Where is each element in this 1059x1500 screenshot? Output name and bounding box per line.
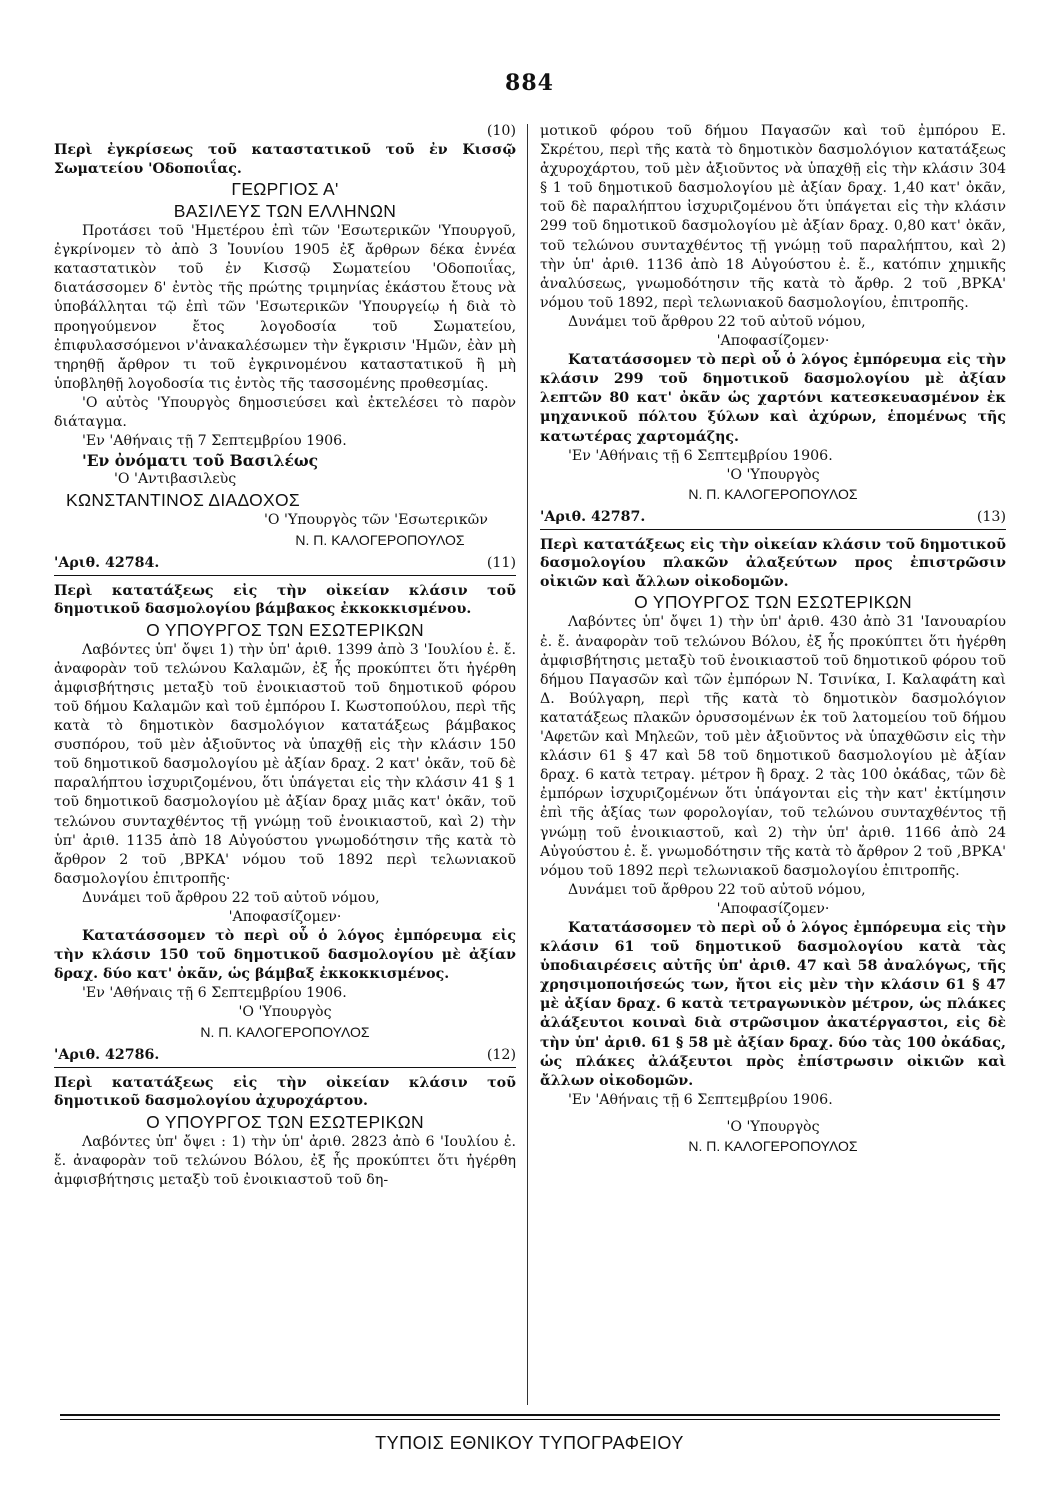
king-title: ΒΑΣΙΛΕΥΣ ΤΩΝ ΕΛΛΗΝΩΝ (173, 201, 397, 222)
decree-decide: 'Αποφασίζομεν· (716, 900, 830, 917)
decree-subject: Περὶ κατατάξεως εἰς τὴν οἰκείαν κλάσιν τοῦ δημοτικοῦ δασμολογίου βάμβακος ἐκκοκκισμένου. (54, 582, 516, 618)
king-name: ΓΕΩΡΓΙΟΣ Α' (231, 179, 339, 200)
arith-number: 'Αριθ. 42784. (54, 554, 160, 571)
decree-body: Λαβόντες ὑπ' ὄψει : 1) τὴν ὑπ' ἀριθ. 2823 ἀπὸ 6 'Ιουλίου ἐ. ἔ. ἀναφορὰν τοῦ τελώνου Βόλου, ἐξ ἧς προκύπτει ὅτι ἠγέρθη ἀμφισβήτησις μεταξὺ τοῦ ἐνοικιαστοῦ τοῦ δη- (54, 1133, 516, 1188)
page-number: 884 (505, 70, 554, 96)
minister-title: 'Ο 'Υπουργὸς τῶν 'Εσωτερικῶν (264, 512, 488, 529)
decree-number: (13) (976, 508, 1006, 525)
decree-13 (540, 536, 1006, 1156)
decree-11-number-row (54, 554, 516, 576)
decree-powers: Δυνάμει τοῦ ἄρθρου 22 τοῦ αὐτοῦ νόμου, (568, 313, 866, 330)
right-column (540, 122, 1006, 1156)
decree-11 (54, 582, 516, 1042)
minister-title: 'Ο 'Υπουργὸς (726, 466, 820, 483)
decree-decide: 'Αποφασίζομεν· (716, 333, 830, 350)
decree-execution: 'Ο αὐτὸς 'Υπουργὸς δημοσιεύσει καὶ ἐκτελέσει τὸ παρὸν διάταγμα. (54, 394, 516, 431)
decree-subject: Περὶ κατατάξεως εἰς τὴν οἰκείαν κλάσιν τοῦ δημοτικοῦ δασμολογίου ἀχυροχάρτου. (54, 1074, 516, 1110)
decree-decision: Κατατάσσομεν τὸ περὶ οὗ ὁ λόγος ἐμπόρευμα εἰς τὴν κλάσιν 61 τοῦ δημοτικοῦ δασμολογίου κατὰ τὰς ὑποδιαιρέσεις αὐτῆς ὑπ' ἀριθ. 47 καὶ 58 ἀναλόγως, τῆς χρησιμοποιήσεώς των, ἤτοι εἰς μὲν τὴν κλάσιν 61 § 47 μὲ ἀξίαν δραχ. 6 κατὰ τετραγωνικὸν μέτρον, ὡς πλάκες ἀλάξευτοι κοιναὶ διὰ στρῶσιμον ἀκατέργαστοι, εἰς δὲ τὴν ὑπ' ἀριθ. 61 § 58 μὲ ἀξίαν δραχ. δύο τὰς 100 ὀκάδας, ὡς πλάκες ἀλάξευτοι πρὸς ἐπίστρωσιν οἰκιῶν καὶ ἄλλων οἰκοδομῶν. (540, 919, 1006, 1089)
decree-date: 'Εν 'Αθήναις τῇ 6 Σεπτεμβρίου 1906. (82, 985, 347, 1002)
decree-decision: Κατατάσσομεν τὸ περὶ οὗ ὁ λόγος ἐμπόρευμα εἰς τὴν κλάσιν 299 τοῦ δημοτικοῦ δασμολογίου μὲ ἀξίαν λεπτῶν 80 κατ' ὀκᾶν ὡς χαρτόνι κατεσκευασμένον ἐκ μηχανικοῦ πόλτου ξύλων καὶ ἀχύρων, ἑπομένως τῆς κατωτέρας χαρτομάζης. (540, 352, 1006, 445)
printer-footer: ΤΥΠΟΙΣ ΕΘΝΙΚΟΥ ΤΥΠΟΓΡΑΦΕΙΟΥ (375, 1433, 684, 1453)
left-column (54, 122, 516, 1190)
decree-date: 'Εν 'Αθήναις τῇ 6 Σεπτεμβρίου 1906. (568, 1091, 833, 1108)
decree-body: Λαβόντες ὑπ' ὄψει 1) τὴν ὑπ' ἀριθ. 430 ἀπὸ 31 'Ιανουαρίου ἐ. ἔ. ἀναφορὰν τοῦ τελώνου Βόλου, ἐξ ἧς προκύπτει ὅτι ἠγέρθη ἀμφισβήτησις μεταξὺ τοῦ ἐνοικιαστοῦ τοῦ δημοτικοῦ φόρου τοῦ δήμου Παγασῶν καὶ τῶν ἐμπόρων Ν. Τσινίκα, Ι. Καλαφάτη καὶ Δ. Βούλγαρη, περὶ τῆς κατὰ τὸ δημοτικὸν δασμολόγιον κατατάξεως πλακῶν ὀρυσσομένων ἐκ τοῦ λατομείου τοῦ δήμου 'Αφετῶν καὶ Μηλεῶν, τοῦ μὲν ἀξιοῦντος νὰ ὑπαχθῶσιν εἰς τὴν κλάσιν 61 § 47 καὶ 58 τοῦ δημοτικοῦ δασμολογίου μὲ ἀξίαν δραχ. 6 κατὰ τετραγ. μέτρον ἢ δραχ. 2 τὰς 100 ὀκάδας, τῶν δὲ ἐμπόρων ἰσχυριζομένων ὅτι ὑπάγονται εἰς τὴν κατ' ἐκτίμησιν ἐπὶ τῆς ἀξίας των φορολογίαν, τοῦ τελώνου συνταχθέντος τῇ γνώμῃ τοῦ ἐνοικιαστοῦ, καὶ 2) τὴν ὑπ' ἀριθ. 1166 ἀπὸ 24 Αὐγούστου ἐ. ἔ. γνωμοδότησιν τῆς κατὰ τὸ ἄρθρον 2 τοῦ ,ΒΡΚΑ' νόμου τοῦ 1892 περὶ τελωνιακοῦ δασμολογίου ἐπιτροπῆς. (540, 614, 1006, 879)
in-name-of-king: 'Εν ὀνόματι τοῦ Βασιλέως (82, 451, 319, 471)
decree-13-number-row (540, 508, 1006, 530)
decree-date: 'Εν 'Αθήναις τῇ 6 Σεπτεμβρίου 1906. (568, 447, 833, 464)
decree-10 (54, 122, 516, 550)
decree-heading: Ο ΥΠΟΥΡΓΟΣ ΤΩΝ ΕΣΩΤΕΡΙΚΩΝ (146, 619, 424, 640)
decree-decision: Κατατάσσομεν τὸ περὶ οὗ ὁ λόγος ἐμπόρευμα εἰς τὴν κλάσιν 150 τοῦ δημοτικοῦ δασμολογίου μὲ ἀξίαν δραχ. δύο κατ' ὀκᾶν, ὡς βάμβαξ ἐκκοκκισμένος. (54, 928, 516, 983)
arith-number: 'Αριθ. 42787. (540, 508, 646, 525)
regent-name: ΚΩΝΣΤΑΝΤΙΝΟΣ ΔΙΑΔΟΧΟΣ (66, 490, 300, 511)
decree-heading: Ο ΥΠΟΥΡΓΟΣ ΤΩΝ ΕΣΩΤΕΡΙΚΩΝ (634, 592, 912, 613)
bottom-rule (60, 1414, 1000, 1416)
decree-number: (11) (486, 554, 516, 571)
minister-name: Ν. Π. ΚΑΛΟΓΕΡΟΠΟΥΛΟΣ (688, 1138, 858, 1154)
minister-title: 'Ο 'Υπουργὸς (726, 1118, 820, 1135)
decree-number: (12) (486, 1046, 516, 1063)
decree-body: Προτάσει τοῦ 'Ημετέρου ἐπὶ τῶν 'Εσωτερικῶν 'Υπουργοῦ, ἐγκρίνομεν τὸ ἀπὸ 3 Ἰουνίου 1905 ἐξ ἄρθρων δέκα ἐννέα καταστατικὸν τοῦ ἐν Κισσῷ Σωματείου 'Οδοποιΐας, διατάσσομεν δ' ἐντὸς τῆς πρώτης τριμηνίας ἑκάστου ἔτους νὰ ὑποβάλληται τῷ ἐπὶ τῶν 'Εσωτερικῶν 'Υπουργείῳ ἡ διὰ τὸ προηγούμενον ἔτος λογοδοσία τοῦ Σωματείου, ἐπιφυλασσόμενοι ν'ἀνακαλέσωμεν τὴν ἔγκρισιν 'Ημῶν, ἐὰν μὴ τηρηθῇ ἄρθρον τι τοῦ ἐγκρινομένου καταστατικοῦ ἢ μὴ ὑποβληθῇ λογοδοσία τις ἐντὸς τῆς τασσομένης προθεσμίας. (54, 223, 516, 392)
decree-powers: Δυνάμει τοῦ ἄρθρου 22 τοῦ αὐτοῦ νόμου, (568, 881, 866, 898)
minister-name: Ν. Π. ΚΑΛΟΓΕΡΟΠΟΥΛΟΣ (200, 1023, 370, 1040)
decree-body-continued: μοτικοῦ φόρου τοῦ δήμου Παγασῶν καὶ τοῦ ἐμπόρου Ε. Σκρέτου, περὶ τῆς κατὰ τὸ δημοτικὸν δασμολόγιον κατατάξεως ἀχυροχάρτου, τοῦ μὲν ἀξιοῦντος νὰ ὑπαχθῇ εἰς τὴν κλάσιν 304 § 1 τοῦ δημοτικοῦ δασμολογίου μὲ ἀξίαν δραχ. 1,40 κατ' ὀκᾶν, τοῦ δὲ παραλήπτου ἰσχυριζομένου ὅτι ὑπάγεται εἰς τὴν κλάσιν 299 τοῦ δημοτικοῦ δασμολογίου μὲ ἀξίαν δραχ. 0,80 κατ' ὀκᾶν, τοῦ τελώνου συνταχθέντος τῇ γνώμῃ τοῦ παραλήπτου, καὶ 2) τὴν ὑπ' ἀριθ. 1136 ἀπὸ 18 Αὐγούστου ἐ. ἔ., κατόπιν χημικῆς ἀναλύσεως, γνωμοδότησιν τῆς κατὰ τὸ ἄρθρ. 2 τοῦ ,ΒΡΚΑ' νόμου τοῦ 1892, περὶ τελωνιακοῦ δασμολογίου, ἐπιτροπῆς. (540, 123, 1006, 311)
arith-number: 'Αριθ. 42786. (54, 1046, 160, 1063)
decree-subject: Περὶ ἐγκρίσεως τοῦ καταστατικοῦ τοῦ ἐν Κισσῷ Σωματείου 'Οδοποιΐας. (54, 142, 516, 177)
decree-decide: 'Αποφασίζομεν· (228, 909, 342, 925)
column-divider (527, 124, 528, 1405)
regent-title: 'Ο 'Αντιβασιλεὺς (114, 471, 237, 488)
decree-subject: Περὶ κατατάξεως εἰς τὴν οἰκείαν κλάσιν τοῦ δημοτικοῦ δασμολογίου πλακῶν ἀλαξεύτων προς ἐπιστρῶσιν οἰκιῶν καὶ ἄλλων οἰκοδομῶν. (540, 536, 1006, 590)
decree-number: (10) (486, 123, 516, 139)
decree-date: 'Εν 'Αθήναις τῇ 7 Σεπτεμβρίου 1906. (82, 433, 347, 450)
minister-name: Ν. Π. ΚΑΛΟΓΕΡΟΠΟΥΛΟΣ (688, 485, 858, 502)
decree-body: Λαβόντες ὑπ' ὄψει 1) τὴν ὑπ' ἀριθ. 1399 ἀπὸ 3 'Ιουλίου ἐ. ἔ. ἀναφορὰν τοῦ τελώνου Καλαμῶν, ἐξ ἧς προκύπτει ὅτι ἠγέρθη ἀμφισβήτησις μεταξὺ τοῦ ἐνοικιαστοῦ τοῦ δημοτικοῦ φόρου τοῦ δήμου Καλαμῶν καὶ τοῦ ἐμπόρου Ι. Κωστοπούλου, περὶ τῆς κατὰ τὸ δημοτικὸν δασμολόγιον κατατάξεως βάμβακος συσπόρου, τοῦ μὲν ἀξιοῦντος νὰ ὑπαχθῇ εἰς τὴν κλάσιν 150 τοῦ δημοτικοῦ δασμολογίου μὲ ἀξίαν δραχ. 2 κατ' ὀκᾶν, τοῦ δὲ παραλήπτου ἰσχυριζομένου, ὅτι ὑπάγεται εἰς τὴν κλάσιν 41 § 1 τοῦ δημοτικοῦ δασμολογίου μὲ ἀξίαν δραχ μιᾶς κατ' ὀκᾶν, τοῦ τελώνου συνταχθέντος τῇ γνώμῃ τοῦ ἐνοικιαστοῦ, καὶ 2) τὴν ὑπ' ἀριθ. 1135 ἀπὸ 18 Αὐγούστου γνωμοδότησιν τῆς κατὰ τὸ ἄρθρον 2 τοῦ ,ΒΡΚΑ' νόμου τοῦ 1892 περὶ τελωνιακοῦ δασμολογίου ἐπιτροπῆς· (54, 641, 516, 887)
minister-title: 'Ο 'Υπουργὸς (238, 1004, 332, 1021)
decree-12-number-row (54, 1046, 516, 1068)
decree-powers: Δυνάμει τοῦ ἄρθρου 22 τοῦ αὐτοῦ νόμου, (82, 889, 380, 906)
bottom-rule-thin (60, 1419, 1000, 1420)
decree-12 (54, 1074, 516, 1190)
decree-12-continued (540, 122, 1006, 504)
decree-heading: Ο ΥΠΟΥΡΓΟΣ ΤΩΝ ΕΣΩΤΕΡΙΚΩΝ (146, 1111, 424, 1132)
minister-name: Ν. Π. ΚΑΛΟΓΕΡΟΠΟΥΛΟΣ (295, 531, 465, 548)
